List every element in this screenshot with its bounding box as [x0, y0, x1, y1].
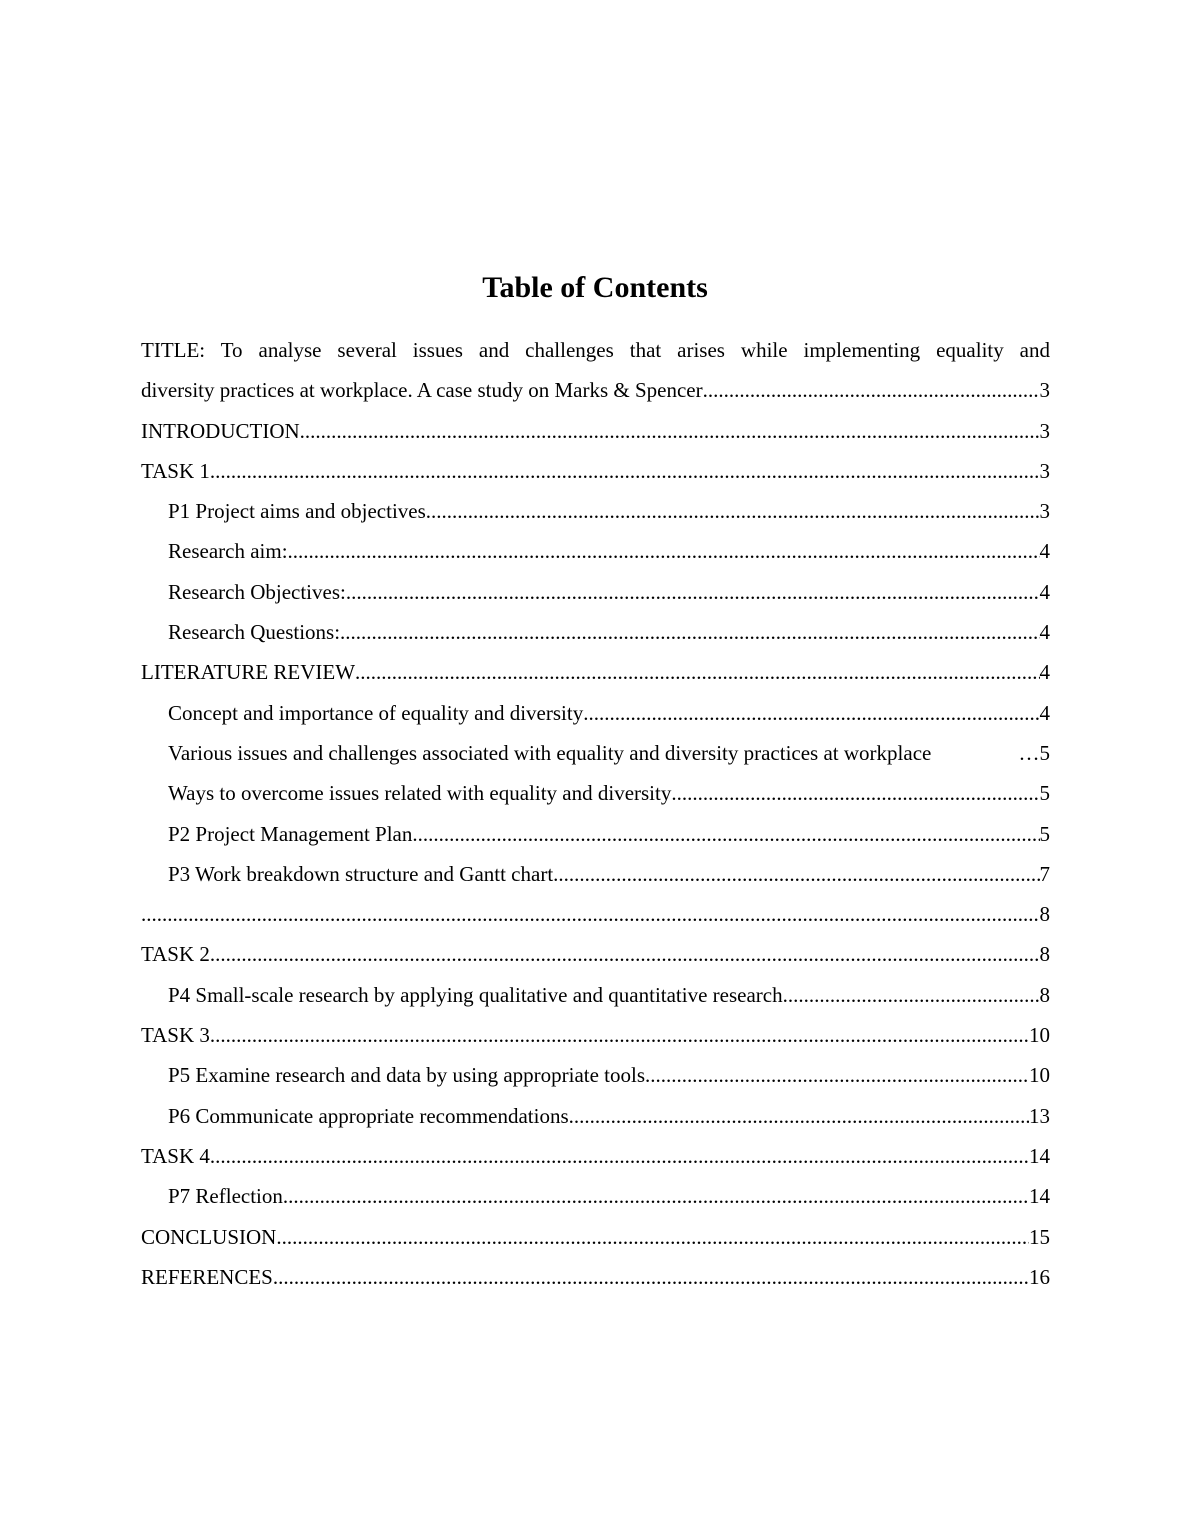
toc-entry-text: P5 Examine research and data by using appropriate tools: [168, 1063, 646, 1088]
toc-dot-leader: [569, 1096, 1029, 1136]
toc-entry-text: CONCLUSION: [141, 1224, 277, 1249]
toc-page-number: 4: [1039, 660, 1050, 685]
toc-entry-p1-project-aims[interactable]: [141, 491, 1050, 531]
toc-entry-ways-to-overcome[interactable]: [141, 773, 1050, 813]
toc-page-number: 13: [1029, 1103, 1050, 1128]
toc-entry-p7-reflection[interactable]: [141, 1176, 1050, 1216]
toc-page-number: 3: [1039, 418, 1050, 443]
toc-entry-research-aim[interactable]: [141, 531, 1050, 571]
toc-page-number: 7: [1039, 861, 1050, 886]
toc-entry-text: Research Objectives:: [168, 579, 346, 604]
toc-entry-various-issues[interactable]: [141, 733, 1050, 773]
toc-entry-text: TASK 1: [141, 458, 210, 483]
toc-entry-text: P6 Communicate appropriate recommendations: [168, 1103, 569, 1128]
toc-page-number: 3: [1039, 378, 1050, 403]
toc-dot-leader: [210, 451, 1040, 491]
toc-entry-text: P2 Project Management Plan: [168, 821, 413, 846]
toc-dot-leader: [412, 814, 1039, 854]
toc-dot-leader: [703, 370, 1040, 410]
toc-entry-concept-importance[interactable]: [141, 693, 1050, 733]
toc-page-number: 10: [1029, 1023, 1050, 1048]
toc-entry-introduction[interactable]: [141, 411, 1050, 451]
toc-entry-p2-project-plan[interactable]: [141, 814, 1050, 854]
toc-entry-text: LITERATURE REVIEW: [141, 660, 356, 685]
toc-dot-leader: [346, 572, 1040, 612]
toc-dot-leader: [645, 1055, 1029, 1095]
toc-dot-leader: [671, 773, 1039, 813]
toc-dot-leader: [210, 1136, 1029, 1176]
toc-dot-leader: [288, 531, 1040, 571]
toc-page-number: 4: [1039, 539, 1050, 564]
toc-entry-task-2[interactable]: [141, 934, 1050, 974]
toc-page-number: 8: [1039, 982, 1050, 1007]
toc-entry-text: P7 Reflection: [168, 1184, 283, 1209]
toc-entry-text: REFERENCES: [141, 1264, 273, 1289]
toc-entry-conclusion[interactable]: [141, 1217, 1050, 1257]
toc-entry-text: P1 Project aims and objectives: [168, 499, 426, 524]
toc-page-number: 3: [1039, 458, 1050, 483]
toc-page-number: 16: [1029, 1264, 1050, 1289]
toc-entry-p4-small-scale-research[interactable]: [141, 975, 1050, 1015]
toc-page-number: 4: [1039, 700, 1050, 725]
toc-dot-leader: [553, 854, 1039, 894]
toc-page-number: 5: [1039, 740, 1050, 765]
toc-title-entry-line-1[interactable]: TITLE: To analyse several issues and challenges that arises while implementing equality and: [141, 338, 1050, 362]
toc-entry-p6-recommendations[interactable]: [141, 1096, 1050, 1136]
toc-entry-text: P3 Work breakdown structure and Gantt chart: [168, 861, 554, 886]
toc-page-number: 10: [1029, 1063, 1050, 1088]
toc-page-number: 14: [1029, 1143, 1050, 1168]
page-title: Table of Contents: [482, 271, 708, 304]
toc-entry-text: Concept and importance of equality and diversity: [168, 700, 584, 725]
toc-page-number: 14: [1029, 1184, 1050, 1209]
toc-dot-leader: [340, 612, 1039, 652]
table-of-contents: [141, 330, 1050, 1297]
toc-dot-leader: [283, 1176, 1029, 1216]
toc-dot-leader: [355, 652, 1039, 692]
toc-entry-text: P4 Small-scale research by applying qualitative and quantitative research: [168, 982, 783, 1007]
toc-page-number: 8: [1039, 902, 1050, 927]
toc-page-number: 4: [1039, 579, 1050, 604]
toc-dot-leader: [1019, 733, 1040, 773]
toc-entry-text: Research Questions:: [168, 620, 341, 645]
toc-dot-leader: [276, 1217, 1029, 1257]
toc-entry-research-objectives[interactable]: [141, 572, 1050, 612]
toc-entry-task-1[interactable]: [141, 451, 1050, 491]
toc-entry-references[interactable]: [141, 1257, 1050, 1297]
toc-entry-text: INTRODUCTION: [141, 418, 300, 443]
toc-entry-text: Ways to overcome issues related with equality and diversity: [168, 781, 672, 806]
toc-entry-text: Various issues and challenges associated with equality and diversity practices at workplace: [168, 740, 932, 765]
toc-entry-text: diversity practices at workplace. A case study on Marks & Spencer: [141, 378, 703, 403]
toc-entry-task-3[interactable]: [141, 1015, 1050, 1055]
toc-entry-blank[interactable]: [141, 894, 1050, 934]
toc-entry-research-questions[interactable]: [141, 612, 1050, 652]
toc-page-number: 8: [1039, 942, 1050, 967]
toc-entry-text: TASK 4: [141, 1143, 210, 1168]
toc-entry-literature-review[interactable]: [141, 652, 1050, 692]
toc-dot-leader: [210, 1015, 1029, 1055]
toc-entry-task-4[interactable]: [141, 1136, 1050, 1176]
toc-entry-p3-work-breakdown[interactable]: [141, 854, 1050, 894]
toc-entry-text: Research aim:: [168, 539, 288, 564]
toc-page-number: 4: [1039, 620, 1050, 645]
toc-dot-leader: [273, 1257, 1029, 1297]
toc-entry-p5-examine-research[interactable]: [141, 1055, 1050, 1095]
toc-dot-leader: [783, 975, 1040, 1015]
toc-entry-text: TASK 2: [141, 942, 210, 967]
toc-dot-leader: [141, 894, 1040, 934]
toc-dot-leader: [210, 934, 1040, 974]
toc-dot-leader: [583, 693, 1039, 733]
toc-page-number: 15: [1029, 1224, 1050, 1249]
toc-page-number: 3: [1039, 499, 1050, 524]
toc-title-entry-line-2[interactable]: [141, 370, 1050, 410]
toc-dot-leader: [426, 491, 1040, 531]
toc-entry-text: TASK 3: [141, 1023, 210, 1048]
toc-dot-leader: [300, 411, 1040, 451]
toc-page-number: 5: [1039, 821, 1050, 846]
toc-page-number: 5: [1039, 781, 1050, 806]
